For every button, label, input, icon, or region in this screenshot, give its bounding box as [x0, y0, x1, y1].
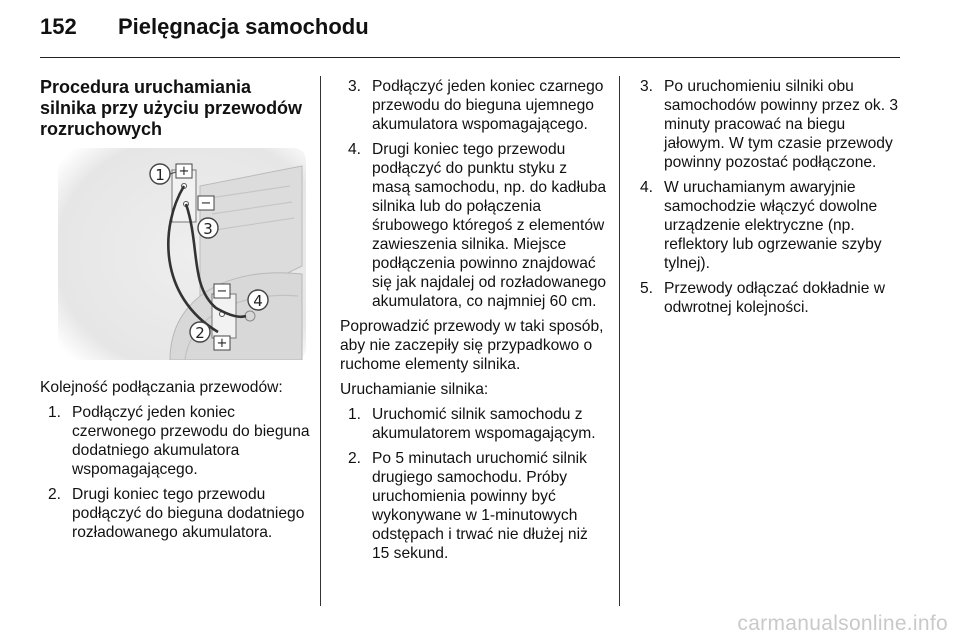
starting-heading: Uruchamianie silnika: [340, 381, 489, 398]
plus-sign: + [178, 164, 190, 179]
connection-steps-list [40, 403, 310, 542]
column-divider [320, 76, 321, 606]
step-text: Podłączyć jeden koniec czarnego przewodu do bieguna ujemnego akumulatora wspomagającego. [372, 78, 604, 133]
list-item [348, 77, 608, 134]
starting-steps-list-continued [640, 77, 902, 317]
list-item [348, 405, 608, 443]
plus-sign: + [216, 336, 228, 351]
watermark: carmanualsonline.info [737, 612, 948, 635]
connection-order-intro: Kolejność podłączania przewodów: [40, 379, 283, 396]
list-item [48, 485, 310, 542]
step-text: Uruchomić silnik samochodu z akumulatorem wspomagającym. [372, 406, 596, 442]
step-text: Podłączyć jeden koniec czerwonego przewodu do bieguna dodatniego akumulatora wspomagającego. [72, 404, 310, 478]
header-rule [40, 57, 900, 58]
illustration-svg [40, 146, 308, 360]
callout-2-label: 2 [195, 324, 205, 342]
list-item [640, 77, 902, 172]
step-number: 3. [640, 78, 654, 95]
connection-steps-list-continued [340, 77, 608, 311]
step-text: Po 5 minutach uruchomić silnik drugiego samochodu. Próby uruchomienia powinny być wykonywane w 1-minutowych odstępach i trwać nie dłużej niż 15 sekund. [372, 450, 588, 562]
section-heading: Procedura uruchamiania silnika przy użyciu przewodów rozruchowych [40, 77, 303, 139]
routing-paragraph: Poprowadzić przewody w taki sposób, aby nie zaczepiły się przypadkowo o ruchome elementy silnika. [340, 318, 604, 373]
page-number: 152 [40, 14, 77, 39]
step-text: Drugi koniec tego przewodu podłączyć do bieguna dodatniego rozładowanego akumulatora. [72, 486, 305, 541]
step-text: Przewody odłączać dokładnie w odwrotnej kolejności. [664, 280, 886, 316]
column-2 [340, 77, 608, 569]
list-item [48, 403, 310, 479]
step-number: 1. [48, 404, 62, 421]
list-item [348, 140, 608, 311]
list-item [640, 178, 902, 273]
column-divider [619, 76, 620, 606]
minus-sign: − [200, 196, 212, 211]
list-item [640, 279, 902, 317]
page-title: Pielęgnacja samochodu [118, 14, 369, 39]
callout-1-label: 1 [155, 166, 165, 184]
step-number: 5. [640, 280, 654, 297]
list-item [348, 449, 608, 563]
step-number: 4. [640, 179, 654, 196]
step-number: 1. [348, 406, 362, 423]
jump-start-illustration [40, 146, 308, 360]
step-number: 2. [348, 450, 362, 467]
step-text: W uruchamianym awaryjnie samochodzie włączyć dowolne urządzenie elektryczne (np. reflektory lub ogrzewanie szyby tylnej). [664, 179, 882, 272]
column-1 [40, 77, 310, 548]
column-3 [640, 77, 902, 323]
callout-4-label: 4 [253, 292, 263, 310]
callout-3-label: 3 [203, 220, 213, 238]
minus-sign: − [216, 284, 228, 299]
step-number: 2. [48, 486, 62, 503]
step-number: 4. [348, 141, 362, 158]
step-text: Po uruchomieniu silniki obu samochodów powinny przez ok. 3 minuty pracować na biegu jałowym. W tym czasie przewody powinny pozostać podłączone. [664, 78, 899, 171]
step-text: Drugi koniec tego przewodu podłączyć do punktu styku z masą samochodu, np. do kadłuba silnika lub do połączenia śrubowego któregoś z elementów zawieszenia silnika. Miejsce podłączenia powinno znajdować się jak najdalej od rozładowanego akumulatora, co najmniej 60 cm. [372, 141, 607, 310]
starting-steps-list [340, 405, 608, 563]
page-header [40, 14, 369, 40]
step-number: 3. [348, 78, 362, 95]
